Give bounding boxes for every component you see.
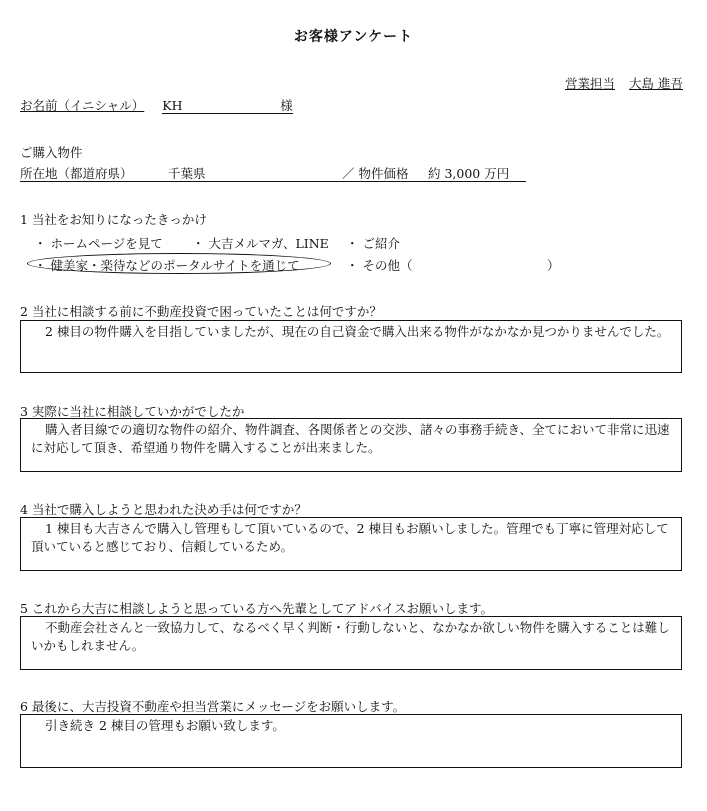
honorific: 様 — [280, 98, 293, 113]
answer-2-text: 2 棟目の物件購入を目指していましたが、現在の自己資金で購入出来る物件がなかなか見つかりませんでした。 — [45, 324, 670, 339]
question-2: 2 当社に相談する前に不動産投資で困っていたことは何ですか？ — [20, 304, 382, 319]
question-6: 6 最後に、大吉投資不動産や担当営業にメッセージをお願いします。 — [20, 699, 406, 714]
property-location-row — [20, 166, 526, 182]
option-other: ・ その他（ — [346, 258, 413, 273]
staff-label: 営業担当 — [565, 76, 616, 91]
purchase-heading: ご購入物件 — [20, 145, 83, 160]
answer-2-box — [20, 320, 682, 373]
answer-6-text: 引き続き 2 棟目の管理もお願い致します。 — [45, 718, 285, 733]
location-label: 所在地（都道府県） — [20, 167, 168, 182]
option-referral: ・ ご紹介 — [346, 236, 400, 251]
answer-4-text: 1 棟目も大吉さんで購入し管理もして頂いているので、2 棟目もお願いしました。管理でも丁寧に管理対応して頂いていると感じており、信頼しているため。 — [31, 521, 669, 554]
option-mailmagazine: ・ 大吉メルマガ、LINE — [192, 236, 329, 251]
question-1: 1 当社をお知りになったきっかけ — [20, 212, 207, 227]
answer-5-text: 不動産会社さんと一致協力して、なるべく早く判断・行動しないと、なかなか欲しい物件を購入することは難しいかもしれません。 — [31, 620, 670, 653]
option-other-close: ） — [547, 258, 560, 273]
option-homepage: ・ ホームページを見て — [34, 236, 163, 251]
customer-initials: KH — [162, 99, 280, 114]
page-title: お客様アンケート — [293, 29, 414, 45]
answer-3-text: 購入者目線での適切な物件の紹介、物件調査、各関係者との交渉、諸々の事務手続き、全てにおいて非常に迅速に対応して頂き、希望通り物件を購入することが出来ました。 — [31, 422, 670, 455]
option-portal-site: ・ 健美家・楽待などのポータルサイトを通じて — [34, 258, 300, 273]
staff-name: 大島 進吾 — [629, 76, 683, 91]
sales-staff — [565, 74, 683, 92]
question-3: 3 実際に当社に相談していかがでしたか — [20, 404, 245, 419]
question-4: 4 当社で購入しようと思われた決め手は何ですか？ — [20, 502, 307, 517]
location-value: 千葉県 — [168, 167, 342, 182]
answer-4-box — [20, 517, 682, 571]
answer-6-box — [20, 714, 682, 768]
price-label: ／ 物件価格 — [342, 167, 428, 182]
question-5: 5 これから大吉に相談しようと思っている方へ先輩としてアドバイスお願いします。 — [20, 601, 494, 616]
price-value: 約 3,000 万円 — [428, 167, 526, 182]
customer-name-row — [20, 96, 293, 114]
answer-3-box — [20, 418, 682, 472]
name-label: お名前（イニシャル） — [20, 98, 145, 113]
answer-5-box — [20, 616, 682, 670]
